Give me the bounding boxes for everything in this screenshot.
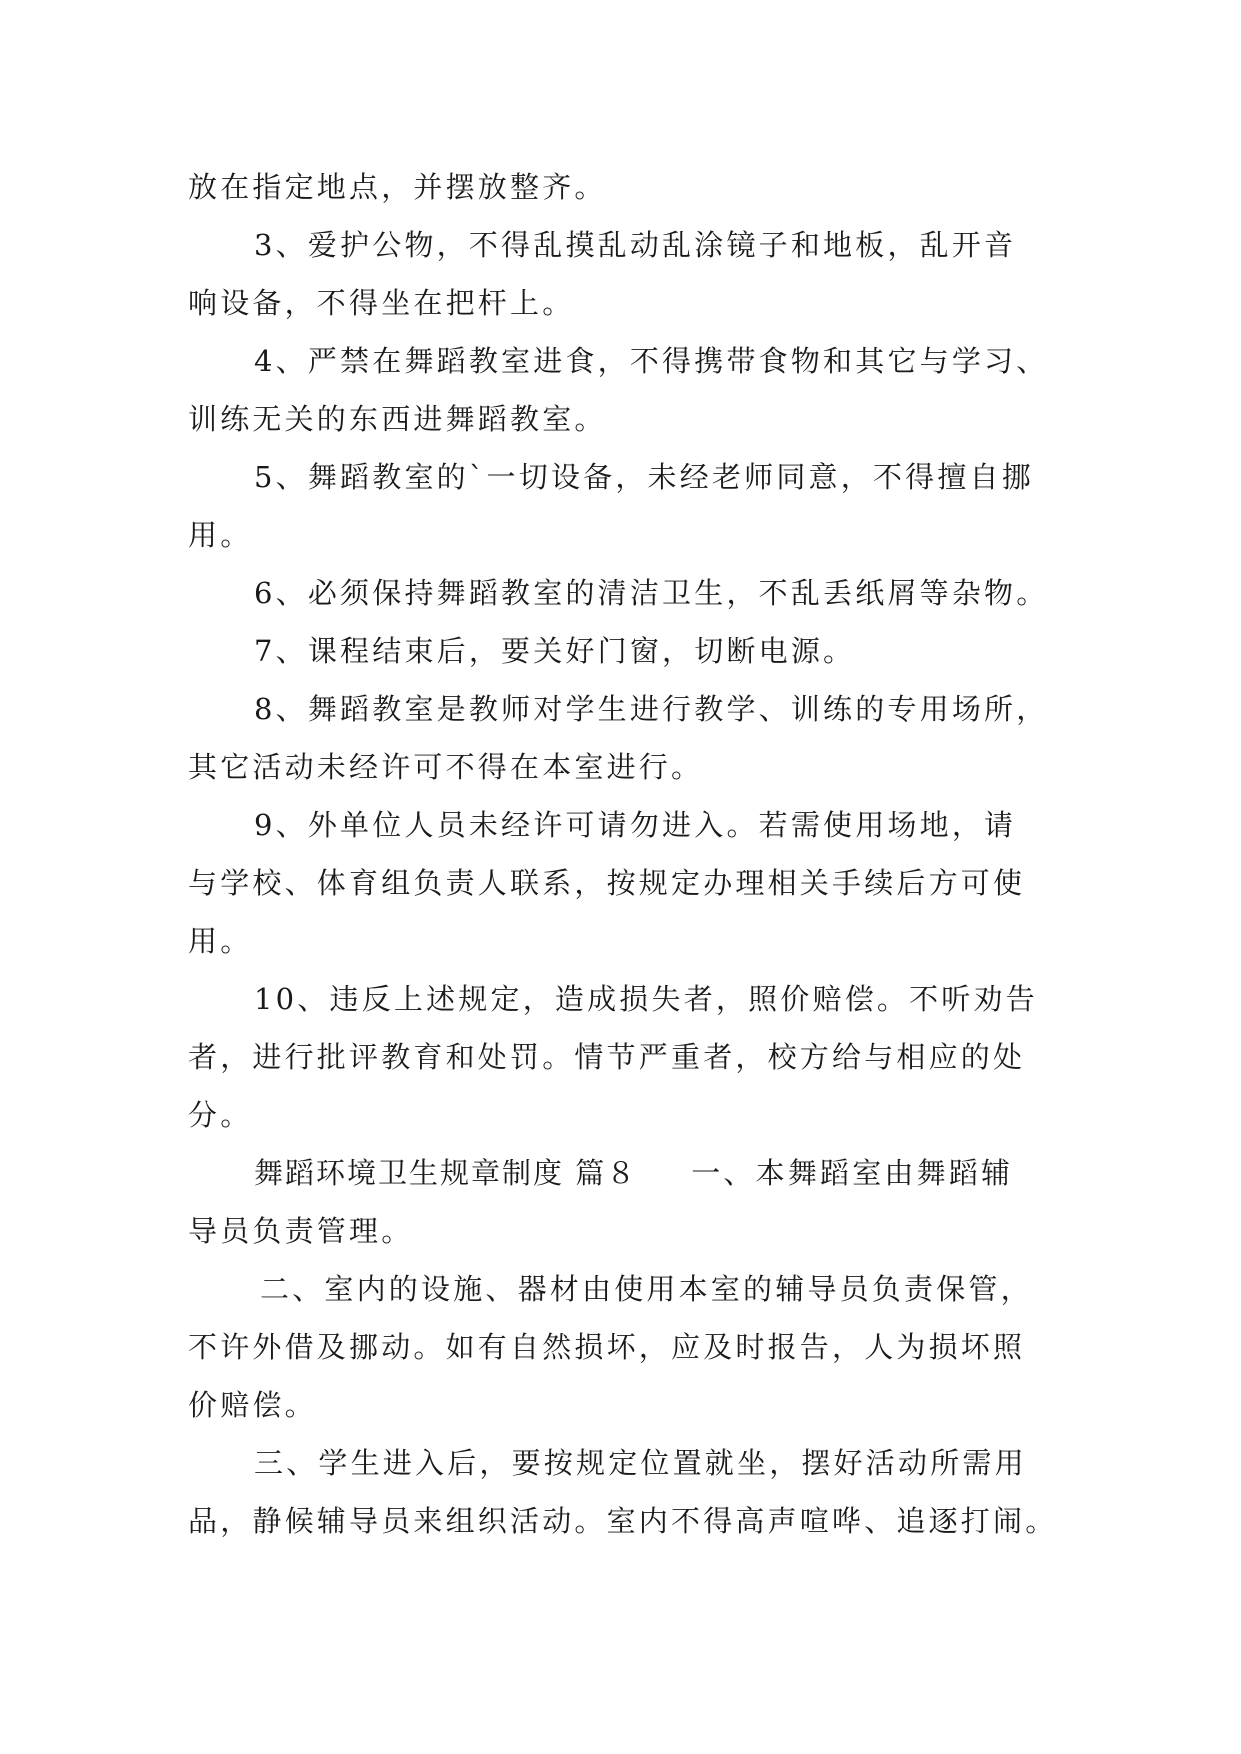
text-line: 3、爱护公物，不得乱摸乱动乱涂镜子和地板，乱开音 [254, 228, 1017, 262]
section-heading: 舞蹈环境卫生规章制度 篇８ [254, 1156, 638, 1190]
text-line: 用。 [188, 924, 253, 958]
text-line: 6、必须保持舞蹈教室的清洁卫生，不乱丢纸屑等杂物。 [254, 576, 1049, 610]
text-line: 与学校、体育组负责人联系，按规定办理相关手续后方可使 [188, 866, 1026, 900]
text-line: 其它活动未经许可不得在本室进行。 [188, 750, 704, 784]
text-line: 价赔偿。 [188, 1388, 317, 1422]
text-line: 训练无关的东西进舞蹈教室。 [188, 402, 607, 436]
text-line: 用。 [188, 518, 253, 552]
text-line: 三、学生进入后，要按规定位置就坐，摆好活动所需用 [254, 1446, 1027, 1480]
text-line: 10、违反上述规定，造成损失者，照价赔偿。不听劝告 [254, 982, 1038, 1016]
text-line: 7、课程结束后，要关好门窗，切断电源。 [254, 634, 856, 668]
text-line: 5、舞蹈教室的`一切设备，未经老师同意，不得擅自挪 [254, 460, 1034, 494]
text-line: 不许外借及挪动。如有自然损坏，应及时报告，人为损坏照 [188, 1330, 1026, 1364]
text-line: 者，进行批评教育和处罚。情节严重者，校方给与相应的处 [188, 1040, 1026, 1074]
text-line: 品，静候辅导员来组织活动。室内不得高声喧哗、追逐打闹。 [188, 1504, 1058, 1538]
document-body [188, 158, 1068, 1550]
text-line: 响设备，不得坐在把杆上。 [188, 286, 575, 320]
text-line: 导员负责管理。 [188, 1214, 414, 1248]
text-line: 二、室内的设施、器材由使用本室的辅导员负责保管， [260, 1272, 1033, 1306]
section-heading-line [188, 1144, 1068, 1202]
text-line: 8、舞蹈教室是教师对学生进行教学、训练的专用场所， [254, 692, 1049, 726]
text-line: 放在指定地点，并摆放整齐。 [188, 170, 607, 204]
text-line: 分。 [188, 1098, 253, 1132]
heading-continuation: 一、本舞蹈室由舞蹈辅 [691, 1156, 1014, 1190]
text-line: 4、严禁在舞蹈教室进食，不得携带食物和其它与学习、 [254, 344, 1049, 378]
text-line: 9、外单位人员未经许可请勿进入。若需使用场地，请 [254, 808, 1017, 842]
